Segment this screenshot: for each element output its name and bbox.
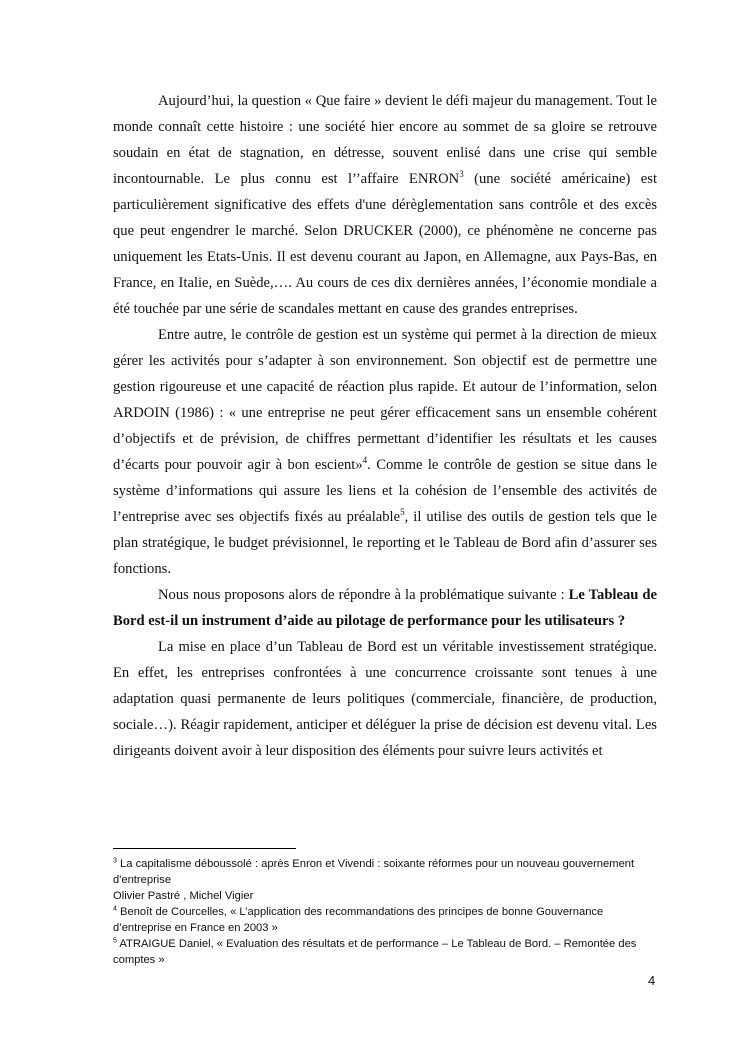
text: . Comme le contrôle de gestion se situe dans le système d’informations qui assure les liens et la cohésion de l’ensemble des activités de l’entreprise avec ses objectifs fixés au préalable xyxy=(113,457,657,525)
paragraph-2 xyxy=(113,322,657,582)
footnote-text: ATRAIGUE Daniel, « Evaluation des résultats et de performance – Le Tableau de Bord. – Remontée des comptes » xyxy=(113,938,637,966)
footnote-3 xyxy=(113,856,658,888)
footnote-5 xyxy=(113,936,658,968)
footnote-number: 5 xyxy=(113,937,117,945)
paragraph-1 xyxy=(113,88,657,322)
paragraph-3 xyxy=(113,582,657,634)
text: Nous nous proposons alors de répondre à la problématique suivante : xyxy=(158,587,569,603)
footnote-ref-4[interactable]: 4 xyxy=(362,455,368,466)
research-question: Le Tableau de Bord est-il un instrument d’aide au pilotage de performance pour les utilisateurs ? xyxy=(113,587,657,629)
footnote-number: 3 xyxy=(113,857,117,865)
footnote-text: La capitalisme déboussolé : après Enron et Vivendi : soixante réformes pour un nouveau gouvernement d'entreprise xyxy=(113,858,635,886)
text: Entre autre, le contrôle de gestion est un système qui permet à la direction de mieux gérer les activités pour s’adapter à son environnement. Son objectif est de permettre une gestion rigoureuse et une capacité de réaction plus rapide. Et autour de l’information, selon ARDOIN (1986) : « une entreprise ne peut gérer efficacement sans un ensemble cohérent d’objectifs et de prévision, de chiffres permettant d’identifier les résultats et les causes d’écarts pour pouvoir agir à bon escient» xyxy=(113,327,657,473)
footnote-text: Benoît de Courcelles, « L’application des recommandations des principes de bonne Gouvernance d’entreprise en France en 2003 » xyxy=(113,906,604,934)
footnote-ref-5[interactable]: 5 xyxy=(400,507,405,518)
footnotes xyxy=(113,856,658,968)
footnote-ref-3[interactable]: 3 xyxy=(459,169,464,180)
text: Aujourd’hui, la question « Que faire » devient le défi majeur du management. Tout le monde connaît cette histoire : une société hier encore au sommet de sa gloire se retrouve soudain en état de stagnation, en détresse, souvent enlisé dans une crise qui semble incontournable. Le plus connu est l’’affaire ENRON xyxy=(113,93,657,187)
footnote-separator xyxy=(113,848,296,849)
footnote-number: 4 xyxy=(113,905,117,913)
page-number: 4 xyxy=(648,973,656,988)
footnote-4 xyxy=(113,904,658,936)
text: (une société américaine) est particulièrement significative des effets d'une dérèglementation sans contrôle et des excès que peut engendrer le marché. Selon DRUCKER (2000), ce phénomène ne concerne pas uniquement les Etats-Unis. Il est devenu courant au Japon, en Allemagne, aux Pays-Bas, en France, en Italie, en Suède,…. Au cours de ces dix dernières années, l’économie mondiale a été touchée par une série de scandales mettant en cause des grandes entreprises. xyxy=(113,171,657,317)
text: , il utilise des outils de gestion tels que le plan stratégique, le budget prévisionnel, le reporting et le Tableau de Bord afin d’assurer ses fonctions. xyxy=(113,509,657,577)
paragraph-4: La mise en place d’un Tableau de Bord est un véritable investissement stratégique. En effet, les entreprises confrontées à une concurrence croissante sont tenues à une adaptation quasi permanente de leurs politiques (commerciale, financière, de production, sociale…). Réagir rapidement, anticiper et déléguer la prise de décision est devenu vital. Les dirigeants doivent avoir à leur disposition des éléments pour suivre leurs activités et xyxy=(113,639,657,759)
footnote-3-authors: Olivier Pastré , Michel Vigier xyxy=(113,890,254,902)
body-text xyxy=(113,88,657,764)
